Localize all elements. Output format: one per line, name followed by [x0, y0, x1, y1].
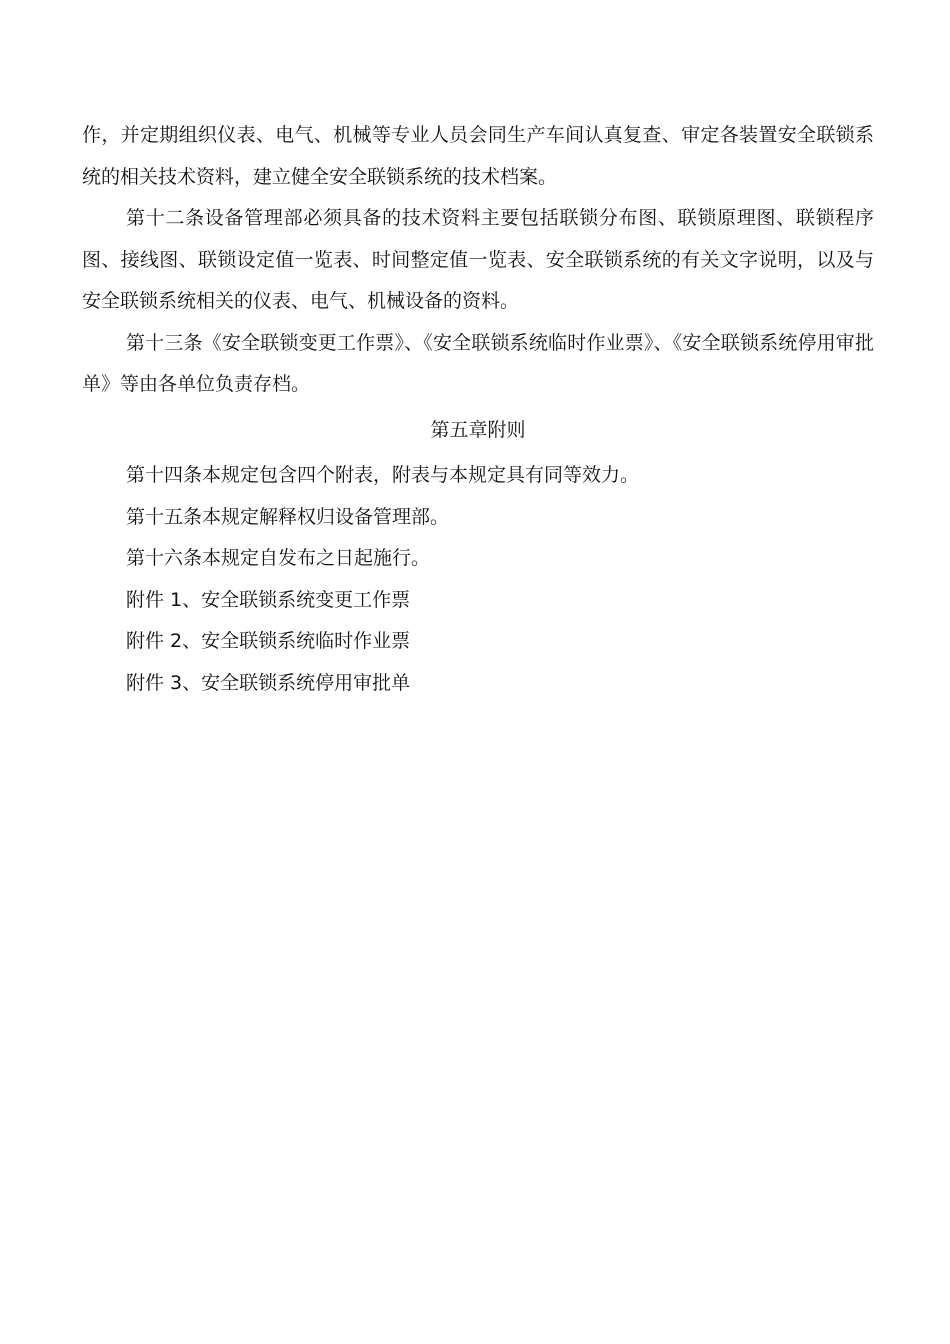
article-16: 第十六条本规定自发布之日起施行。 — [126, 547, 431, 569]
article-14: 第十四条本规定包含四个附表，附表与本规定具有同等效力。 — [126, 464, 640, 486]
article-15: 第十五条本规定解释权归设备管理部。 — [126, 505, 450, 528]
document-body — [82, 115, 874, 704]
article-13-paragraph: 第十三条《安全联锁变更工作票》、《安全联锁系统临时作业票》、《安全联锁系统停用审批单》等由各单位负责存档。 — [82, 331, 874, 395]
attachment-3: 附件 3、安全联锁系统停用审批单 — [126, 671, 411, 694]
continued-paragraph: 作，并定期组织仪表、电气、机械等专业人员会同生产车间认真复查、审定各装置安全联锁系统的相关技术资料，建立健全安全联锁系统的技术档案。 — [82, 124, 874, 188]
attachment-1: 附件 1、安全联锁系统变更工作票 — [126, 588, 411, 611]
article-12-paragraph: 第十二条设备管理部必须具备的技术资料主要包括联锁分布图、联锁原理图、联锁程序图、接线图、联锁设定值一览表、时间整定值一览表、安全联锁系统的有关文字说明，以及与安全联锁系统相关的仪表、电气、机械设备的资料。 — [82, 207, 874, 312]
attachment-2: 附件 2、安全联锁系统临时作业票 — [126, 630, 411, 652]
chapter-title: 第五章附则 — [430, 418, 526, 441]
